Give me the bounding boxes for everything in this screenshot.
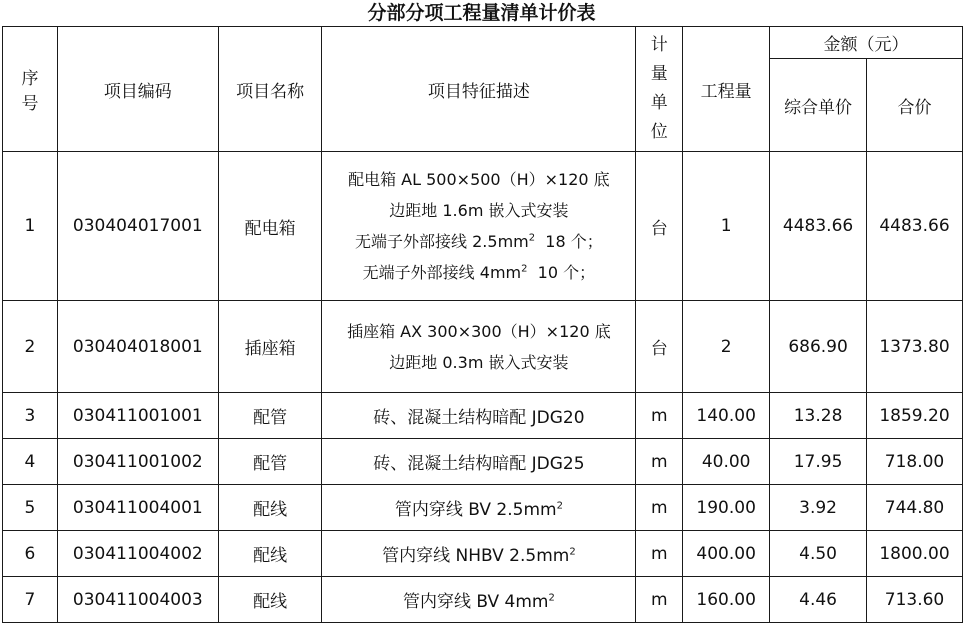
desc-line (322, 257, 635, 288)
table-row (3, 439, 963, 485)
cell-name: 插座箱 (218, 301, 322, 393)
desc-superscript: 2 (521, 263, 528, 275)
cell-unit: m (636, 485, 683, 531)
cell-unit: 台 (636, 152, 683, 301)
cell-desc (322, 301, 636, 393)
cell-code: 030411004002 (57, 531, 218, 577)
header-qty: 工程量 (683, 27, 770, 152)
cell-unit-price: 686.90 (770, 301, 867, 393)
cell-qty: 40.00 (683, 439, 770, 485)
header-unit-char: 量 (650, 64, 668, 84)
bill-of-quantities-table (2, 26, 963, 623)
table-row (3, 152, 963, 301)
cell-seq: 5 (3, 485, 58, 531)
cell-code: 030411004003 (57, 577, 218, 623)
cell-qty: 2 (683, 301, 770, 393)
cell-total: 1800.00 (867, 531, 963, 577)
desc-line: 配电箱 AL 500×500（H）×120 底 (348, 170, 610, 189)
cell-code: 030411001001 (57, 393, 218, 439)
table-row (3, 393, 963, 439)
header-desc: 项目特征描述 (322, 27, 636, 152)
cell-name: 配线 (218, 531, 322, 577)
cell-qty: 1 (683, 152, 770, 301)
cell-name: 配管 (218, 393, 322, 439)
header-code: 项目编码 (57, 27, 218, 152)
cell-total: 4483.66 (867, 152, 963, 301)
table-row (3, 485, 963, 531)
cell-code: 030404017001 (57, 152, 218, 301)
header-seq-char-1: 序 (21, 69, 39, 89)
desc-superscript: 2 (528, 232, 536, 244)
header-seq (3, 27, 58, 152)
table-title: 分部分项工程量清单计价表 (367, 2, 596, 24)
cell-unit-price: 13.28 (770, 393, 867, 439)
cell-total: 1859.20 (867, 393, 963, 439)
cell-unit: m (636, 393, 683, 439)
cell-unit-price: 17.95 (770, 439, 867, 485)
desc-line: 边距地 1.6m 嵌入式安装 (389, 201, 569, 220)
header-unit-char: 单 (650, 93, 668, 113)
header-name: 项目名称 (218, 27, 322, 152)
desc-text: 10 个； (527, 263, 596, 282)
header-amount: 金额（元） (770, 27, 963, 59)
cell-code: 030411004001 (57, 485, 218, 531)
cell-desc: 砖、混凝土结构暗配 JDG25 (322, 439, 636, 485)
cell-total: 718.00 (867, 439, 963, 485)
table-row (3, 531, 963, 577)
cell-name: 配电箱 (218, 152, 322, 301)
desc-text: 管内穿线 NHBV 2.5mm (382, 546, 570, 566)
cell-unit: 台 (636, 301, 683, 393)
cell-code: 030411001002 (57, 439, 218, 485)
cell-desc (322, 485, 636, 531)
cell-unit: m (636, 439, 683, 485)
header-unit-char: 计 (650, 35, 668, 55)
cell-desc (322, 152, 636, 301)
header-total: 合价 (867, 59, 963, 152)
desc-text: 无端子外部接线 4mm (362, 263, 522, 282)
cell-seq: 1 (3, 152, 58, 301)
header-unit-char: 位 (650, 122, 668, 142)
desc-text: 18 个； (535, 232, 603, 251)
cell-desc (322, 531, 636, 577)
cell-unit-price: 4483.66 (770, 152, 867, 301)
cell-qty: 160.00 (683, 577, 770, 623)
desc-line (322, 226, 635, 257)
cell-total: 713.60 (867, 577, 963, 623)
desc-superscript: 2 (548, 592, 555, 604)
cell-code: 030404018001 (57, 301, 218, 393)
cell-qty: 140.00 (683, 393, 770, 439)
cell-name: 配线 (218, 577, 322, 623)
desc-text: 无端子外部接线 2.5mm (355, 232, 529, 251)
cell-unit-price: 4.46 (770, 577, 867, 623)
table-row (3, 577, 963, 623)
cell-unit-price: 3.92 (770, 485, 867, 531)
cell-seq: 6 (3, 531, 58, 577)
desc-superscript: 2 (569, 546, 576, 558)
desc-text: 管内穿线 BV 4mm (402, 592, 549, 612)
cell-seq: 2 (3, 301, 58, 393)
cell-unit: m (636, 531, 683, 577)
header-seq-char-2: 号 (21, 94, 39, 114)
cell-qty: 400.00 (683, 531, 770, 577)
cell-seq: 3 (3, 393, 58, 439)
cell-qty: 190.00 (683, 485, 770, 531)
cell-desc (322, 577, 636, 623)
cell-seq: 7 (3, 577, 58, 623)
desc-text: 管内穿线 BV 2.5mm (394, 500, 557, 520)
cell-desc: 砖、混凝土结构暗配 JDG20 (322, 393, 636, 439)
cell-name: 配线 (218, 485, 322, 531)
header-unit-price: 综合单价 (770, 59, 867, 152)
cell-seq: 4 (3, 439, 58, 485)
cell-name: 配管 (218, 439, 322, 485)
table-row (3, 301, 963, 393)
cell-unit: m (636, 577, 683, 623)
cell-total: 744.80 (867, 485, 963, 531)
desc-superscript: 2 (556, 500, 563, 512)
cell-unit-price: 4.50 (770, 531, 867, 577)
cell-total: 1373.80 (867, 301, 963, 393)
header-unit (636, 27, 683, 152)
desc-line: 插座箱 AX 300×300（H）×120 底 (347, 321, 611, 341)
desc-line: 边距地 0.3m 嵌入式安装 (389, 352, 569, 372)
